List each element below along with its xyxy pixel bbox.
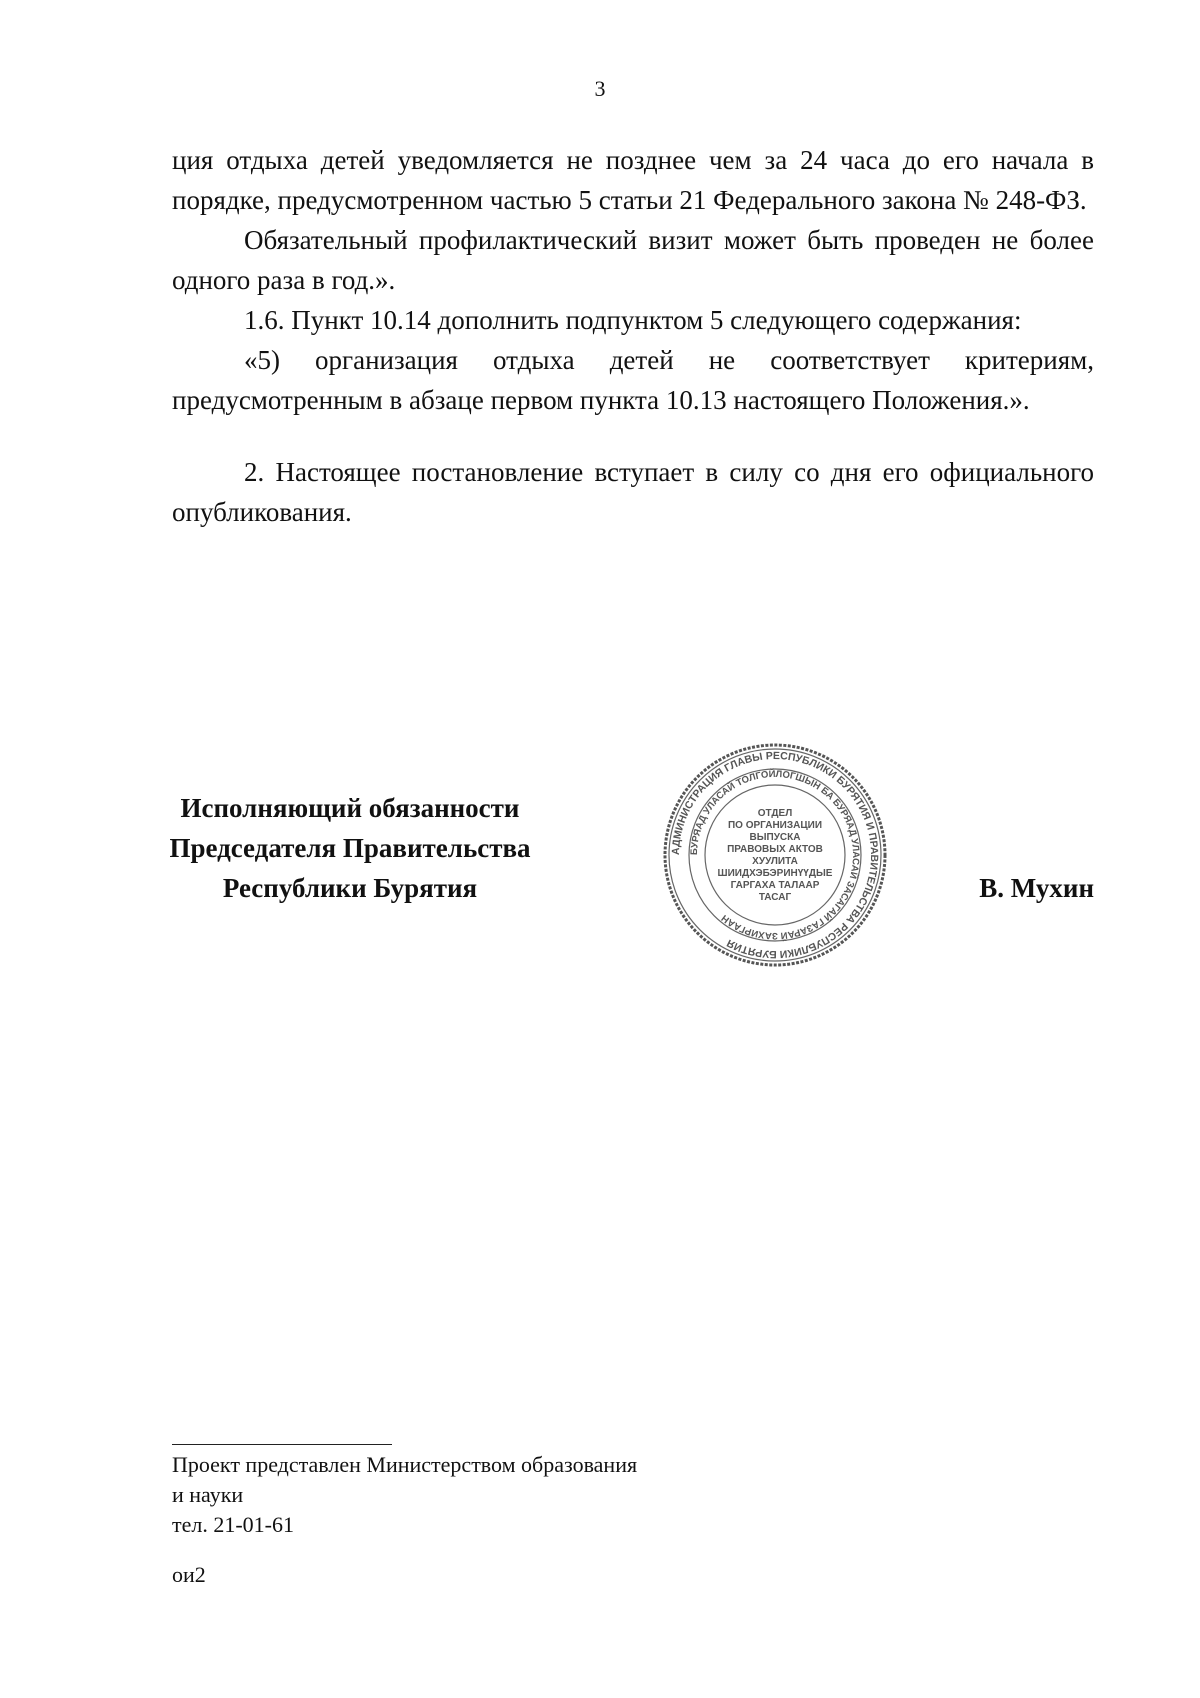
paragraph: 2. Настоящее постановление вступает в силу со дня его официального опубликования. [172, 457, 1094, 527]
paragraph: ция отдыха детей уведомляется не позднее чем за 24 часа до его начала в порядке, предусмотренном частью 5 статьи 21 Федерального закона № 248-ФЗ. [172, 145, 1094, 215]
seal-center-line: ПРАВОВЫХ АКТОВ [727, 844, 823, 855]
page-number: 3 [594, 76, 606, 101]
footnote-divider [172, 1444, 392, 1445]
official-seal [662, 742, 888, 968]
document-body [172, 140, 1094, 532]
seal-center-line: ПО ОРГАНИЗАЦИИ [727, 820, 823, 831]
signatory-line: Республики Бурятия [222, 873, 478, 903]
seal-inner-ring [705, 785, 845, 925]
seal-center-line: ТАСАГ [758, 892, 792, 903]
paragraph: Обязательный профилактический визит может быть проведен не более одного раза в год.». [172, 225, 1094, 295]
seal-center-line: ВЫПУСКА [749, 832, 801, 843]
footnote-line: тел. 21-01-61 [172, 1512, 295, 1537]
seal-inner-ring-text: БУРЯАД УЛАСАЙ ТОЛГОЙЛОГШЫН БА БУРЯАД УЛАСАЙ ЗАСАГАЙ ГАЗАРАЙ ЗАХИРГААН [688, 768, 862, 942]
seal-center-line: ШИИДХЭБЭРИНҮҮДЫЕ [717, 868, 833, 879]
seal-center-line: ОТДЕЛ [757, 808, 793, 819]
document-code: ои2 [172, 1562, 206, 1587]
seal-center-line: ГАРГАХА ТАЛААР [730, 880, 820, 891]
paragraph: 1.6. Пункт 10.14 дополнить подпунктом 5 следующего содержания: [244, 305, 1022, 335]
signatory-line: Исполняющий обязанности [180, 793, 520, 823]
paragraph: «5) организация отдыха детей не соответствует критериям, предусмотренным в абзаце первом пункта 10.13 настоящего Положения.». [172, 345, 1094, 415]
signatory-position [140, 788, 560, 908]
signatory-line: Председателя Правительства [169, 833, 531, 863]
footnote-line: Проект представлен Министерством образования [172, 1452, 638, 1477]
seal-outer-text: АДМИНИСТРАЦИЯ ГЛАВЫ РЕСПУБЛИКИ БУРЯТИЯ И ПРАВИТЕЛЬСТВА РЕСПУБЛИКИ БУРЯТИЯ [669, 749, 881, 961]
seal-center-line: ХУУЛИТА [752, 856, 798, 867]
footnote-line: и науки [172, 1482, 244, 1507]
signer-name: В. Мухин [979, 873, 1094, 903]
seal-center-text [718, 808, 833, 903]
footnote [172, 1450, 637, 1540]
